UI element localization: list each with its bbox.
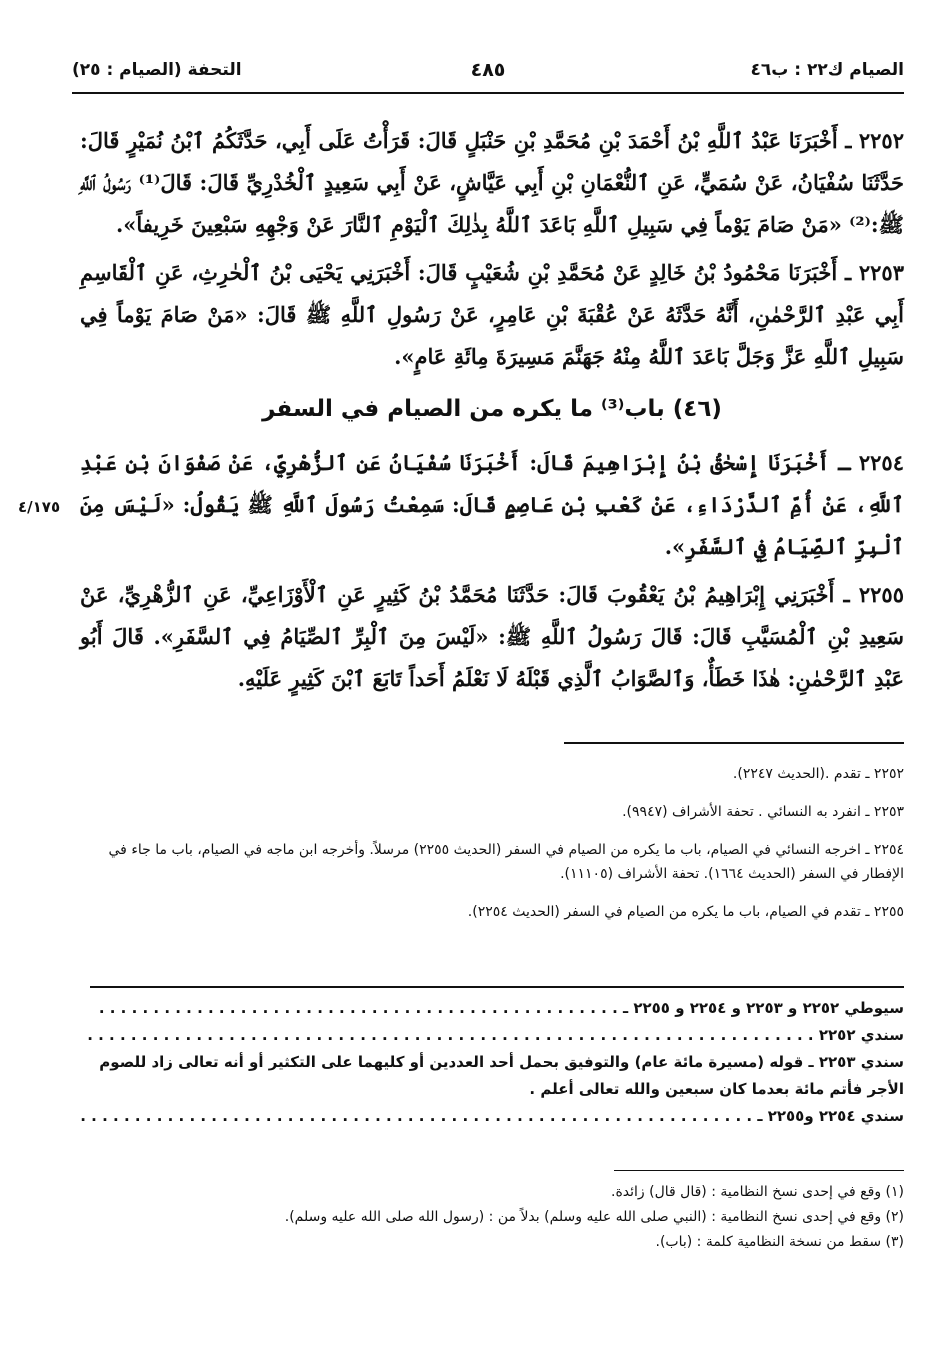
page-header bbox=[72, 52, 904, 94]
header-tuhfa-reference: التحفة (الصيام : ٢٥) bbox=[72, 60, 242, 80]
footnote-2254: ٢٢٥٤ ـ اخرجه النسائي في الصيام، باب ما يكره من الصيام في السفر (الحديث ٢٢٥٥) مرسلاً. وأخرجه ابن ماجه في الصيام، باب ما جاء في الإفطار في السفر (الحديث ١٦٦٤). تحفة الأشراف (١١١٠٥). bbox=[108, 842, 904, 882]
takhrij-footnotes bbox=[80, 762, 904, 938]
page-number: ٤٨٥ bbox=[470, 59, 506, 81]
note-3: (٣) سقط من نسخة النظامية كلمة : (باب). bbox=[655, 1234, 904, 1250]
header-book-reference: الصيام ك٢٢ : ب٤٦ bbox=[750, 60, 904, 80]
hadith-2252: ٢٢٥٢ ـ أَخْبَرَنَا عَبْدُ ٱللَّهِ بْنُ أَحْمَدَ بْنِ مُحَمَّدِ بْنِ حَنْبَلٍ قَالَ: قَرَأْتُ عَلَى أَبِي، حَدَّثَكُمُ ٱبْنُ نُمَيْرٍ قَالَ: حَدَّثَنَا سُفْيَانُ، عَنْ سُمَيٍّ، عَنِ ٱلنُّعْمَانِ بْنِ أَبِي عَيَّاشٍ، عَنْ أَبِي سَعِيدٍ ٱلْخُدْرِيِّ قَالَ: قَالَ⁽¹⁾ رَسُولُ ٱللَّهِ ﷺ:⁽²⁾ «مَنْ صَامَ يَوْماً فِي سَبِيلِ ٱللَّهِ بَاعَدَ ٱللَّهُ بِذٰلِكَ ٱلْيَوْمِ ٱلنَّارَ عَنْ وَجْهِهِ سَبْعِينَ خَرِيفاً». bbox=[80, 128, 904, 237]
footnote-divider bbox=[564, 742, 904, 744]
footnote-2253: ٢٢٥٣ ـ انفرد به النسائي . تحفة الأشراف (٩٩٤٧). bbox=[622, 804, 904, 820]
commentary-divider bbox=[90, 986, 904, 988]
note-1: (١) وقع في إحدى نسخ النظامية : (قال قال) زائدة. bbox=[611, 1184, 904, 1200]
main-text bbox=[80, 120, 904, 706]
hadith-2254: ٢٢٥٤ ـ أَخْبَرَنَا إِسْحٰقُ بْنُ إِبْرَاهِيمَ قَالَ: أَخْبَرَنَا سُفْيَانُ عَنِ ٱلزُّهْرِيِّ، عَنْ صَفْوَانَ بْنِ عَبْدِ ٱللَّهِ، عَنْ أُمِّ ٱلدَّرْدَاءِ، عَنْ كَعْبِ بْنِ عَاصِمٍ قَالَ: سَمِعْتُ رَسُولَ ٱللَّهِ ﷺ يَقُولُ: «لَيْسَ مِنَ ٱلْبِرِّ ٱلصِّيَامُ فِي ٱلسَّفَرِ». bbox=[80, 450, 904, 559]
manuscript-notes bbox=[80, 1180, 904, 1255]
chapter-heading: (٤٦) باب⁽³⁾ ما يكره من الصيام في السفر bbox=[262, 396, 722, 422]
footnote-2252: ٢٢٥٢ ـ تقدم .(الحديث ٢٢٤٧). bbox=[732, 766, 904, 782]
hadith-2253: ٢٢٥٣ ـ أَخْبَرَنَا مَحْمُودُ بْنُ خَالِدٍ عَنْ مُحَمَّدِ بْنِ شُعَيْبٍ قَالَ: أَخْبَرَنِي يَحْيَى بْنُ ٱلْحٰرِثِ، عَنِ ٱلْقَاسِمِ أَبِي عَبْدِ ٱلرَّحْمٰنِ، أَنَّهُ حَدَّثَهُ عَنْ عُقْبَةَ بْنِ عَامِرٍ، عَنْ رَسُولِ ٱللَّهِ ﷺ قَالَ: «مَنْ صَامَ يَوْماً فِي سَبِيلِ ٱللَّهِ عَزَّ وَجَلَّ بَاعَدَ ٱللَّهُ مِنْهُ جَهَنَّمَ مَسِيرَةَ مِائَةِ عَامٍ». bbox=[80, 260, 904, 369]
margin-reference: ٤/١٧٥ bbox=[18, 498, 61, 516]
commentary-line: سندي ٢٢٥٣ ـ قوله (مسيرة مائة عام) والتوفيق بحمل أحد العددين أو كليهما على التكثير أو أنه تعالى زاد للصوم الأجر فأتم مائة بعدما كان سبعين والله تعالى أعلم . bbox=[99, 1053, 904, 1098]
commentary-line: سندي ٢٢٥٢ . . . . . . . . . . . . . . . . . . . . . . . . . . . . . . . . . . . . . . . . . . . . . . . . . . . . . . . . . . . . . . . . . . . bbox=[87, 1026, 904, 1044]
note-2: (٢) وقع في إحدى نسخ النظامية : (النبي صلى الله عليه وسلم) بدلاً من : (رسول الله صلى الله عليه وسلم). bbox=[284, 1209, 904, 1225]
footnote-2255: ٢٢٥٥ ـ تقدم في الصيام، باب ما يكره من الصيام في السفر (الحديث ٢٢٥٤). bbox=[467, 904, 904, 920]
commentary-line: سندي ٢٢٥٤ و٢٢٥٥ ـ . . . . . . . . . . . . . . . . . . . . . . . . . . . . . . . . . . . . . . . . . . . . . . . . . . . . . . . . . . . . . . bbox=[80, 1107, 904, 1125]
hadith-2255: ٢٢٥٥ ـ أَخْبَرَنِي إِبْرَاهِيمُ بْنُ يَعْقُوبَ قَالَ: حَدَّثَنَا مُحَمَّدُ بْنُ كَثِيرٍ عَنِ ٱلْأَوْزَاعِيِّ، عَنِ ٱلزُّهْرِيِّ، عَنْ سَعِيدِ بْنِ ٱلْمُسَيَّبِ قَالَ: قَالَ رَسُولُ ٱللَّهِ ﷺ: «لَيْسَ مِنَ ٱلْبِرِّ ٱلصِّيَامُ فِي ٱلسَّفَرِ». قَالَ أَبُو عَبْدِ ٱلرَّحْمٰنِ: هٰذَا خَطَأٌ، وَٱلصَّوَابُ ٱلَّذِي قَبْلَهُ لَا نَعْلَمُ أَحَداً تَابَعَ ٱبْنَ كَثِيرٍ عَلَيْهِ. bbox=[80, 582, 904, 691]
commentary-section bbox=[80, 995, 904, 1130]
notes-divider bbox=[614, 1170, 904, 1171]
commentary-line: سيوطي ٢٢٥٢ و ٢٢٥٣ و ٢٢٥٤ و ٢٢٥٥ ـ . . . . . . . . . . . . . . . . . . . . . . . . . . . . . . . . . . . . . . . . . . . . . . . . bbox=[98, 999, 904, 1017]
